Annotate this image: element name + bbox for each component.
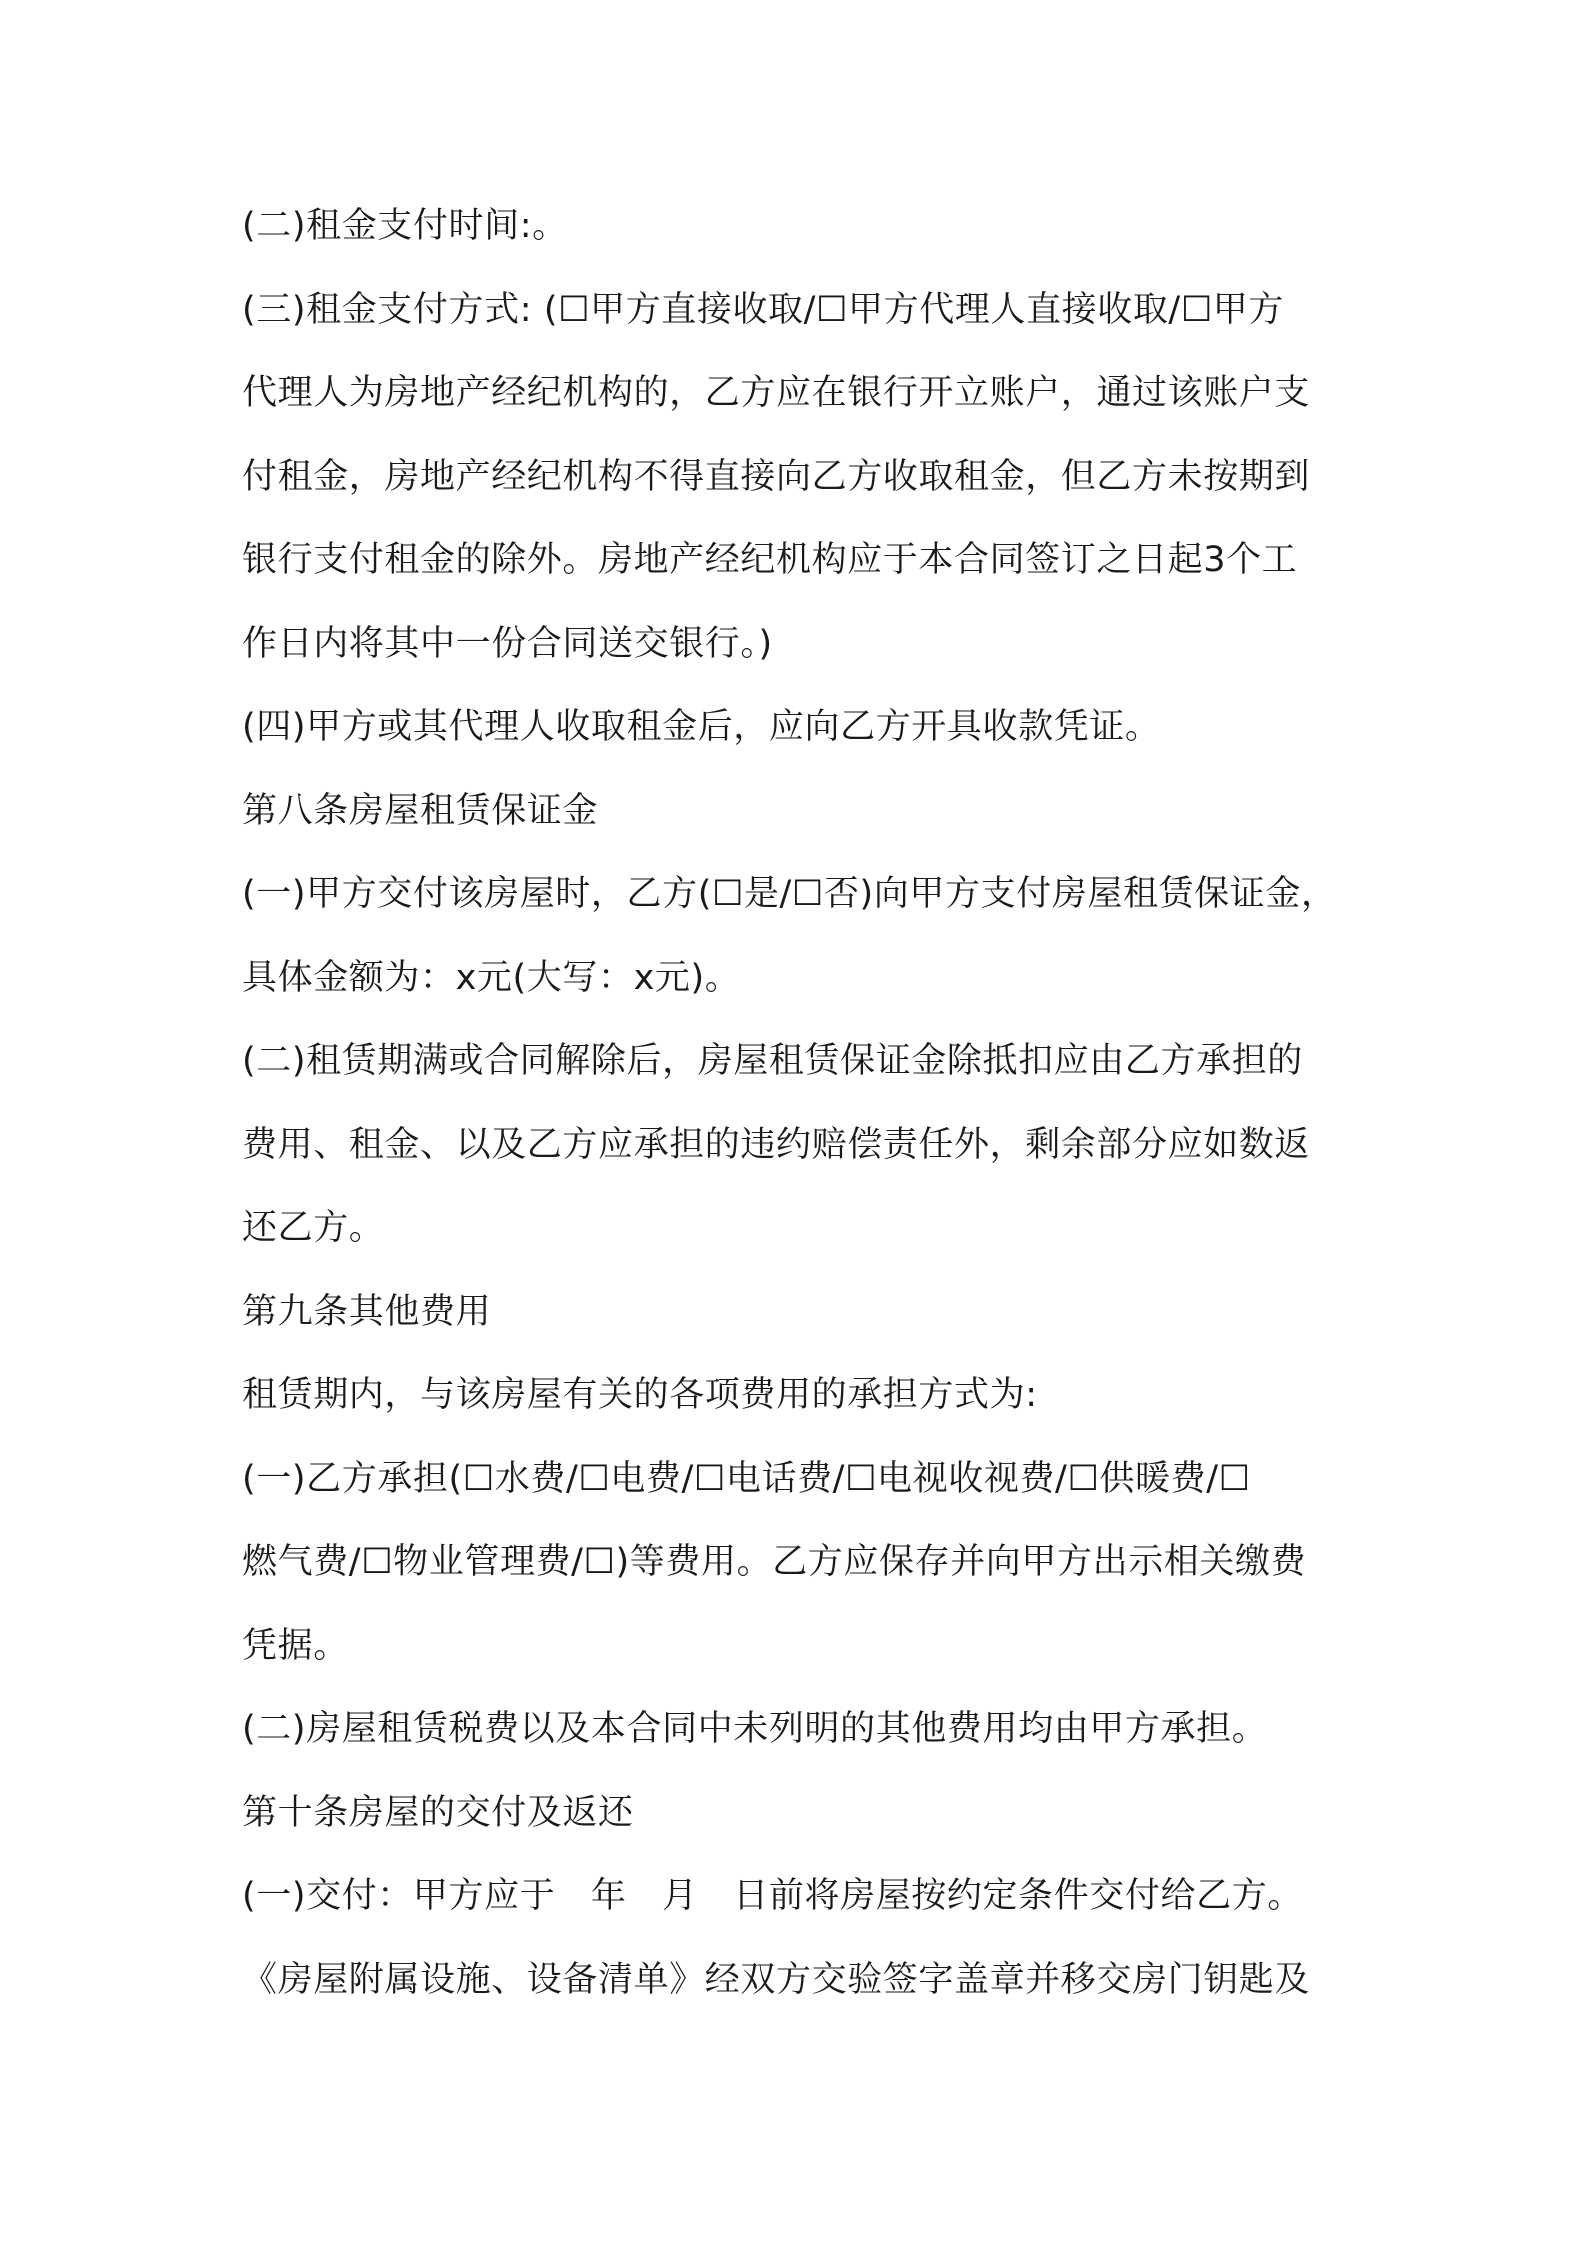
text-line: (二)租金支付时间:。 — [242, 206, 568, 246]
text-line: 燃气费/☐物业管理费/☐)等费用。乙方应保存并向甲方出示相关缴费 — [242, 1542, 1307, 1582]
text-line: (三)租金支付方式: (☐甲方直接收取/☐甲方代理人直接收取/☐甲方 — [242, 289, 1284, 330]
document-body — [242, 196, 1392, 2033]
text-line: 租赁期内，与该房屋有关的各项费用的承担方式为: — [242, 1375, 1038, 1415]
text-line: 具体金额为：x元(大写：x元)。 — [242, 957, 741, 998]
text-line: 还乙方。 — [242, 1208, 385, 1248]
section-heading: 第八条房屋租赁保证金 — [242, 790, 599, 831]
text-line: 作日内将其中一份合同送交银行。) — [242, 623, 773, 664]
text-line: 《房屋附属设施、设备清单》经双方交验签字盖章并移交房门钥匙及 — [242, 1959, 1311, 2000]
text-line: 付租金，房地产经纪机构不得直接向乙方收取租金，但乙方未按期到 — [242, 456, 1311, 497]
section-heading: 第九条其他费用 — [242, 1291, 492, 1332]
text-line: (四)甲方或其代理人收取租金后，应向乙方开具收款凭证。 — [242, 707, 1161, 747]
text-line: 凭据。 — [242, 1625, 349, 1666]
text-line: (二)房屋租赁税费以及本合同中未列明的其他费用均由甲方承担。 — [242, 1709, 1268, 1749]
text-line: (二)租赁期满或合同解除后，房屋租赁保证金除抵扣应由乙方承担的 — [242, 1041, 1303, 1081]
text-line: (一)甲方交付该房屋时，乙方(☐是/☐否)向甲方支付房屋租赁保证金， — [242, 874, 1337, 914]
text-line: 代理人为房地产经纪机构的，乙方应在银行开立账户，通过该账户支 — [242, 373, 1311, 413]
text-line: 银行支付租金的除外。房地产经纪机构应于本合同签订之日起3个工 — [242, 540, 1298, 580]
section-heading: 第十条房屋的交付及返还 — [242, 1792, 634, 1833]
text-line: 费用、租金、以及乙方应承担的违约赔偿责任外，剩余部分应如数返 — [242, 1124, 1311, 1165]
text-line: (一)乙方承担(☐水费/☐电费/☐电话费/☐电视收视费/☐供暖费/☐ — [242, 1458, 1251, 1499]
text-line: (一)交付：甲方应于 年 月 日前将房屋按约定条件交付给乙方。 — [242, 1876, 1303, 1916]
